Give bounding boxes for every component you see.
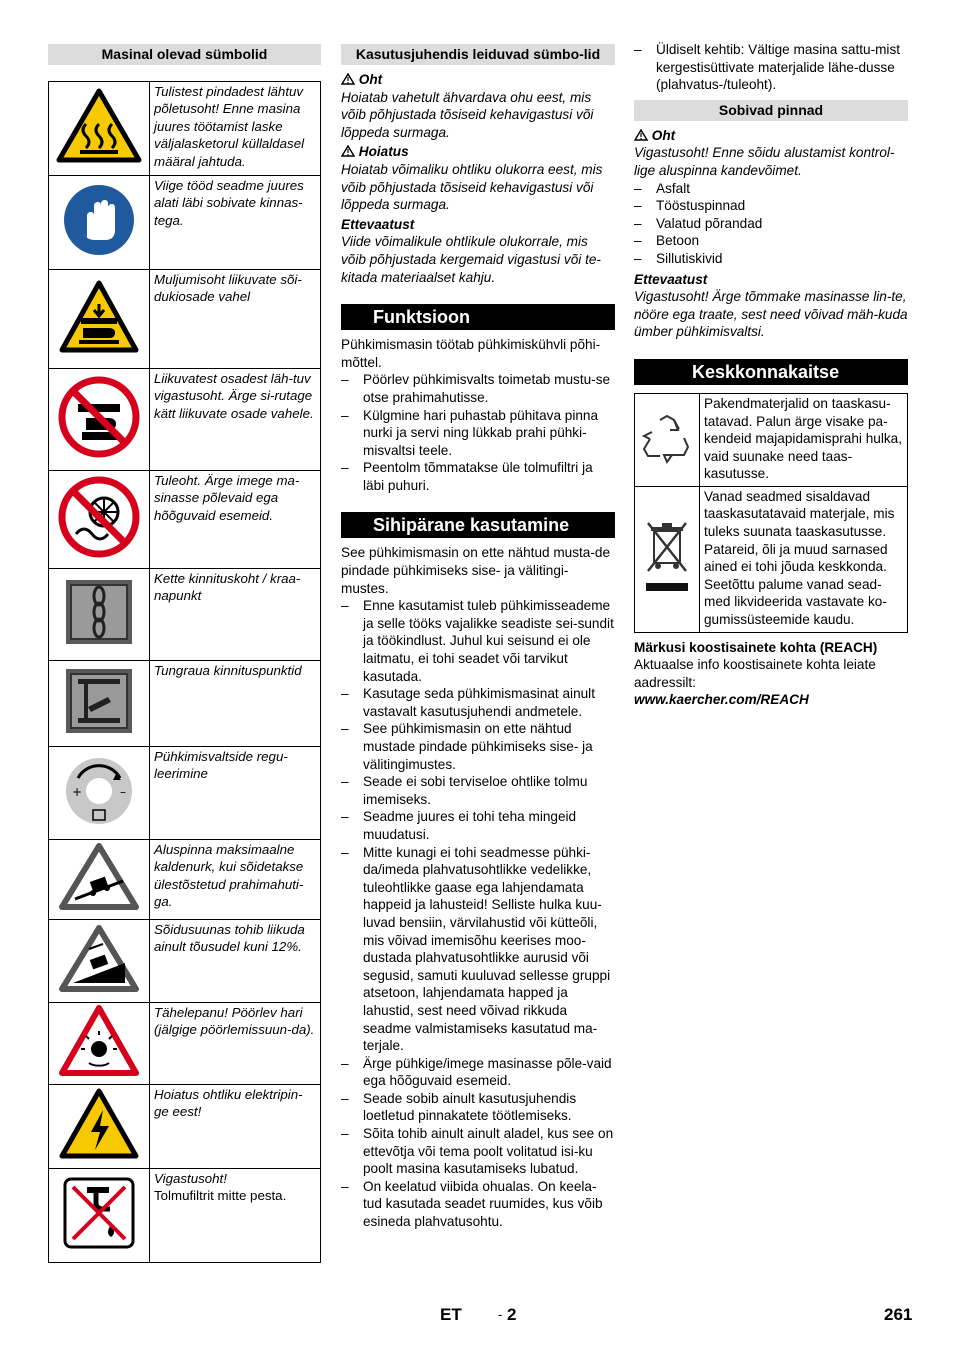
warning-triangle-icon xyxy=(634,129,648,141)
svg-text:+: + xyxy=(72,784,83,799)
warning-triangle-icon xyxy=(341,73,355,85)
chain-tie-down-icon xyxy=(49,569,150,661)
symbol-row xyxy=(49,661,321,747)
recycle-icon xyxy=(635,393,700,486)
machine-symbols-table xyxy=(48,81,321,1263)
no-washing-filter-icon xyxy=(49,1169,150,1263)
symbol-text: Pühkimisvaltside regu-leerimine xyxy=(150,747,321,840)
slope-direction-warning-icon xyxy=(49,920,150,1003)
section-number: 2 xyxy=(507,1305,517,1324)
crush-hand-warning-icon xyxy=(49,270,150,369)
function-heading: Funktsioon xyxy=(341,304,615,330)
symbol-row xyxy=(49,920,321,1003)
manual-symbols-heading: Kasutusjuhendis leiduvad sümbo-lid xyxy=(341,44,615,65)
symbol-text-normal: Tolmufiltrit mitte pesta. xyxy=(154,1188,287,1204)
symbol-row xyxy=(49,82,321,176)
environment-text: Pakendmaterjalid on taaskasu-tatavad. Palun ärge visake pa-kendeid majapidamisprahi hulka, vaid suunake need taas-kasutusse. xyxy=(700,393,908,486)
hot-surface-warning-icon xyxy=(49,82,150,176)
machine-symbols-heading: Masinal olevad sümbolid xyxy=(48,44,321,65)
symbol-row xyxy=(49,569,321,661)
electric-hazard-icon xyxy=(49,1085,150,1169)
danger-label xyxy=(634,127,908,145)
no-hot-objects-prohibition-icon xyxy=(49,471,150,569)
symbol-text: Kette kinnituskoht / kraa-napunkt xyxy=(150,569,321,661)
symbol-row xyxy=(49,1169,321,1263)
symbol-text: Liikuvatest osadest läh-tuv vigastusoht. Ärge si-rutage kätt liikuvate osade vahele. xyxy=(150,369,321,471)
list-item: – See pühkimismasin on ette nähtud mustade pindade pühkimiseks sise- ja välitingimustes. xyxy=(341,720,615,773)
list-item: – Betoon xyxy=(634,232,908,250)
danger-label-text: Oht xyxy=(358,72,383,87)
list-item: – Asfalt xyxy=(634,180,908,198)
brush-adjust-dial-icon xyxy=(49,747,150,840)
environment-row xyxy=(635,393,908,486)
danger-text: Hoiatab vahetult ähvardava ohu eest, mis võib põhjustada tõsiseid kehavigastusi või lõppeda surmaga. xyxy=(341,89,594,140)
intended-use-heading: Sihipärane kasutamine xyxy=(341,512,615,538)
environment-table xyxy=(634,393,908,633)
list-item: – Külgmine hari puhastab pühitava pinna nurki ja servi ning lükkab prahi pühki-misvaltsi teele. xyxy=(341,407,615,460)
list-item: – Sillutiskivid xyxy=(634,250,908,268)
symbol-text: Tulistest pindadest lähtuv põletusoht! Enne masina juures töötamist laske väljalasketorul küllaldasel määral jahtuda. xyxy=(150,82,321,176)
caution-text: Viide võimalikule ohtlikule olukorrale, mis võib põhjustada kergemaid vigastusi või te-kitada materiaalset kahju. xyxy=(341,234,601,285)
symbol-text: Sõidusuunas tohib liikuda ainult tõusudel kuni 12%. xyxy=(150,920,321,1003)
symbol-row xyxy=(49,471,321,569)
svg-text:–: – xyxy=(120,784,126,799)
danger-label xyxy=(341,71,615,89)
symbol-text: Tuleoht. Ärge imege ma-sinasse põlevaid ega hõõguvaid esemeid. xyxy=(150,471,321,569)
symbol-row xyxy=(49,747,321,840)
intended-use-list xyxy=(341,597,615,1230)
symbol-text-italic: Vigastusoht! xyxy=(154,1171,227,1186)
symbol-text: Hoiatus ohtliku elektripin-ge eest! xyxy=(150,1085,321,1169)
symbols-column xyxy=(48,44,321,1263)
symbol-text xyxy=(150,1169,321,1263)
suitable-surfaces-heading: Sobivad pinnad xyxy=(634,100,908,121)
intended-use-intro: See pühkimismasin on ette nähtud musta-de pindade pühkimiseks sise- ja välitingi-mustes. xyxy=(341,545,611,596)
list-item: – Valatud põrandad xyxy=(634,215,908,233)
function-list xyxy=(341,371,615,494)
function-intro: Pühkimismasin töötab pühkimiskühvli põhi-mõttel. xyxy=(341,337,601,370)
environment-heading: Keskkonnakaitse xyxy=(634,359,908,385)
list-item: – Kasutage seda pühkimismasinat ainult vastavalt kasutusjuhendi andmetele. xyxy=(341,685,615,720)
crossed-bin-weee-icon xyxy=(635,486,700,632)
symbol-row xyxy=(49,1003,321,1085)
list-item: – On keelatud viibida ohualas. On keela-tud kasutada seadet ruumides, kus võib esineda plahvatusohtu. xyxy=(341,1178,615,1231)
symbol-row xyxy=(49,840,321,920)
surfaces-list xyxy=(634,180,908,268)
symbol-text: Tähelepanu! Pöörlev hari (jälgige pöörlemissuun-da). xyxy=(150,1003,321,1085)
reach-text: Aktuaalse info koostisainete kohta leiate aadressilt: xyxy=(634,657,876,690)
environment-row xyxy=(635,486,908,632)
list-item: – Peentolm tõmmatakse üle tolmufiltri ja läbi puhuri. xyxy=(341,459,615,494)
symbol-row xyxy=(49,369,321,471)
symbol-row xyxy=(49,176,321,270)
symbol-text: Tungraua kinnituspunktid xyxy=(150,661,321,747)
list-item: – Sõita tohib ainult ainult aladel, kus see on ettevõtja või tema poolt volitatud isi-ku poolt masina kasutamiseks lubatud. xyxy=(341,1125,615,1178)
caution-label: Ettevaatust xyxy=(634,271,708,287)
list-item: – Seadme juures ei tohi teha mingeid muudatusi. xyxy=(341,808,615,843)
warning-text: Hoiatab võimaliku ohtliku olukorra eest, mis võib põhjustada tõsiseid kehavigastusi või lõppeda surmaga. xyxy=(341,161,603,213)
continued-list xyxy=(634,41,908,94)
symbol-row xyxy=(49,1085,321,1169)
list-item: – Mitte kunagi ei tohi seadmesse pühki-da/imeda plahvatusohtlikke vedelikke, tuleohtlikke gaase ega lahjendamata happeid ja lahusteid! Selliste hulka kuu-luvad bensiin, värvilahustid või kütteõli, mis võivad imemisõhu keerises moo-dustada plahvatusohtlikke aurusid või segusid, samuti kuuluvad sellesse gruppi atsetoon, lahjendamata happed ja lahustid, sest need võivad rikkuda seadme valmistamiseks kasutatud ma-terjale. xyxy=(341,844,615,1055)
symbol-row xyxy=(49,270,321,369)
list-item: – Üldiselt kehtib: Vältige masina sattu-mist kergestisüttivate materjalide lähe-dusse (plahvatus-/tuleoht). xyxy=(634,41,908,94)
wear-gloves-icon xyxy=(49,176,150,270)
warning-triangle-icon xyxy=(341,145,355,157)
manual-column xyxy=(341,44,615,1231)
symbol-text: Muljumisoht liikuvate sõi-dukiosade vahel xyxy=(150,270,321,369)
reach-link[interactable]: www.kaercher.com/REACH xyxy=(634,692,809,708)
symbol-text: Aluspinna maksimaalne kaldenurk, kui sõidetakse ülestõstetud prahimahuti-ga. xyxy=(150,840,321,920)
list-item: – Enne kasutamist tuleb pühkimisseademe ja selle tööks vajalikke seadiste sei-sundit ja töökindlust. Juhul kui seisund ei ole laitmatu, ei tohi seadet või tarvikut kasutada. xyxy=(341,597,615,685)
max-slope-hopper-warning-icon xyxy=(49,840,150,920)
warning-label xyxy=(341,143,615,161)
list-item: – Seade sobib ainult kasutusjuhendis loetletud pinnakatete töötlemiseks. xyxy=(341,1090,615,1125)
list-item: – Tööstuspinnad xyxy=(634,197,908,215)
environment-text: Vanad seadmed sisaldavad taaskasutatavaid materjale, mis tuleks suunata taaskasutusse. Patareid, õli ja muud sarnased ained ei tohi jõuda keskkonda. Seetõttu palume vanad sead-med likvideerida vastavate ko-gumissüsteemide kaudu. xyxy=(700,486,908,632)
section-dash: - xyxy=(498,1307,503,1322)
no-reaching-prohibition-icon xyxy=(49,369,150,471)
language-code: ET xyxy=(440,1305,462,1324)
page-number: 261 xyxy=(884,1305,913,1324)
danger-label-text: Oht xyxy=(651,127,676,143)
surfaces-column xyxy=(634,41,908,709)
symbol-text: Viige tööd seadme juures alati läbi sobivate kinnas-tega. xyxy=(150,176,321,270)
caution-text: Vigastusoht! Ärge tõmmake masinasse lin-te, nööre ega traate, sest need võivad mäh-kuda ümber pühkimisvaltsi. xyxy=(634,289,908,340)
page-footer xyxy=(0,1306,954,1330)
jack-point-icon xyxy=(49,661,150,747)
danger-text: Vigastusoht! Enne sõidu alustamist kontrol-lige aluspinna kandevõimet. xyxy=(634,145,895,178)
reach-heading: Märkusi koostisainete kohta (REACH) xyxy=(634,639,878,655)
list-item: – Seade ei sobi terviseloe ohtlike tolmu imemiseks. xyxy=(341,773,615,808)
caution-label: Ettevaatust xyxy=(341,216,415,232)
list-item: – Pöörlev pühkimisvalts toimetab mustu-se otse prahimahutisse. xyxy=(341,371,615,406)
list-item: – Ärge pühkige/imege masinasse põle-vaid ega hõõguvaid esemeid. xyxy=(341,1055,615,1090)
rotating-brush-warning-icon xyxy=(49,1003,150,1085)
warning-label-text: Hoiatus xyxy=(358,144,409,160)
